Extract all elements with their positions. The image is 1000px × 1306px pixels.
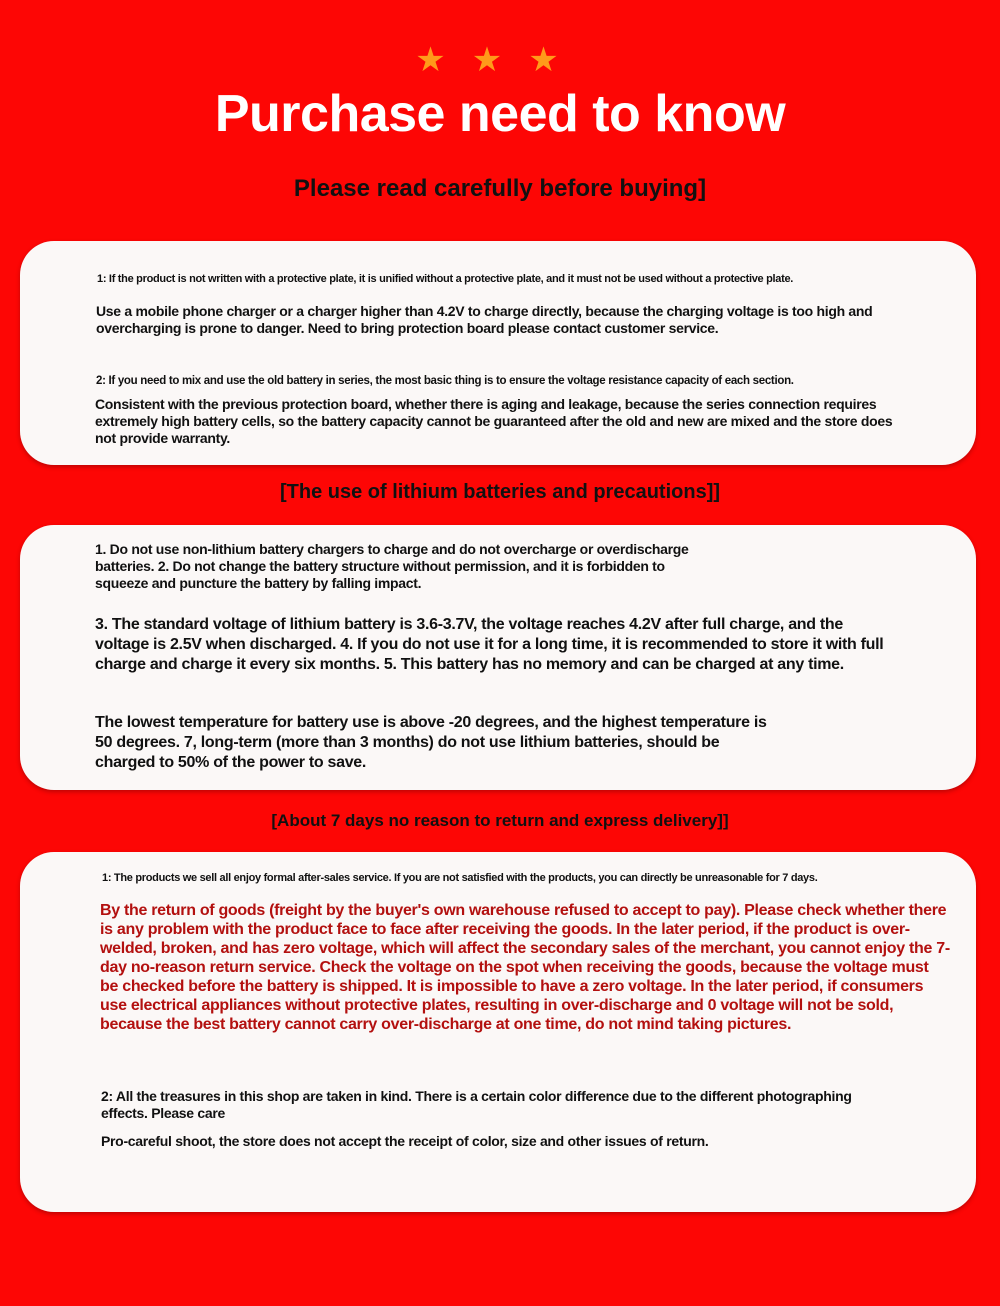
card1-point1-detail: Use a mobile phone charger or a charger higher than 4.2V to charge directly, because the charging voltage is too high and overcharging is prone to danger. Need to bring protection board please contact customer service. xyxy=(96,303,873,336)
page-title: Purchase need to know xyxy=(214,85,786,143)
card2-points-3-5: 3. The standard voltage of lithium battery is 3.6-3.7V, the voltage reaches 4.2V after full charge, and the voltage is 2.5V when discharged. 4. If you do not use it for a long time, it is recommended to store it with full charge and charge it every six months. 5. This battery has no memory and can be charged at any time. xyxy=(95,616,884,673)
card1-point2: 2: If you need to mix and use the old battery in series, the most basic thing is to ensure the voltage resistance capacity of each section. xyxy=(96,375,794,387)
card1-point1: 1: If the product is not written with a protective plate, it is unified without a protective plate, and it must not be used without a protective plate. xyxy=(97,273,794,285)
returns-card xyxy=(20,852,976,1212)
card2-points-1-2: 1. Do not use non-lithium battery chargers to charge and do not overcharge or overdischarge batteries. 2. Do not change the battery structure without permission, and it is forbidden to squeeze and puncture the battery by falling impact. xyxy=(95,541,689,591)
card3-point1: 1: The products we sell all enjoy formal after-sales service. If you are not satisfied with the products, you can directly be unreasonable for 7 days. xyxy=(102,872,818,884)
section-title-lithium-precautions: [The use of lithium batteries and precautions]] xyxy=(279,481,721,503)
page-subtitle: Please read carefully before buying] xyxy=(293,175,707,202)
card1-point2-detail: Consistent with the previous protection board, whether there is aging and leakage, because the series connection requires extremely high battery cells, so the battery capacity cannot be guaranteed after the old and new are mixed and the store does not provide warranty. xyxy=(95,396,893,446)
lithium-precautions-card xyxy=(20,525,976,790)
stars-decoration-icon: ★★★ xyxy=(415,41,585,79)
card3-point2-detail: Pro-careful shoot, the store does not accept the receipt of color, size and other issues of return. xyxy=(101,1133,709,1149)
card2-temperature: The lowest temperature for battery use is above -20 degrees, and the highest temperature is 50 degrees. 7, long-term (more than 3 months) do not use lithium batteries, should be charged to 50% of the power to save. xyxy=(95,714,767,771)
card3-return-conditions: By the return of goods (freight by the buyer's own warehouse refused to accept to pay). Please check whether there is any problem with the product face to face after receiving the goods. In the later period, if the product is over-welded, broken, and has zero voltage, which will affect the secondary sales of the merchant, you cannot enjoy the 7-day no-reason return service. Check the voltage on the spot when receiving the goods, because the voltage must be checked before the battery is shipped. It is impossible to have a zero voltage. In the later period, if consumers use electrical appliances without protective plates, resulting in over-discharge and 0 voltage will not be sold, because the best battery cannot carry over-discharge at one time, do not mind taking pictures. xyxy=(100,902,950,1033)
card3-point2: 2: All the treasures in this shop are taken in kind. There is a certain color difference due to the different photographing effects. Please care xyxy=(101,1088,852,1121)
protective-plate-card xyxy=(20,241,976,465)
section-title-returns: [About 7 days no reason to return and express delivery]] xyxy=(271,811,729,830)
